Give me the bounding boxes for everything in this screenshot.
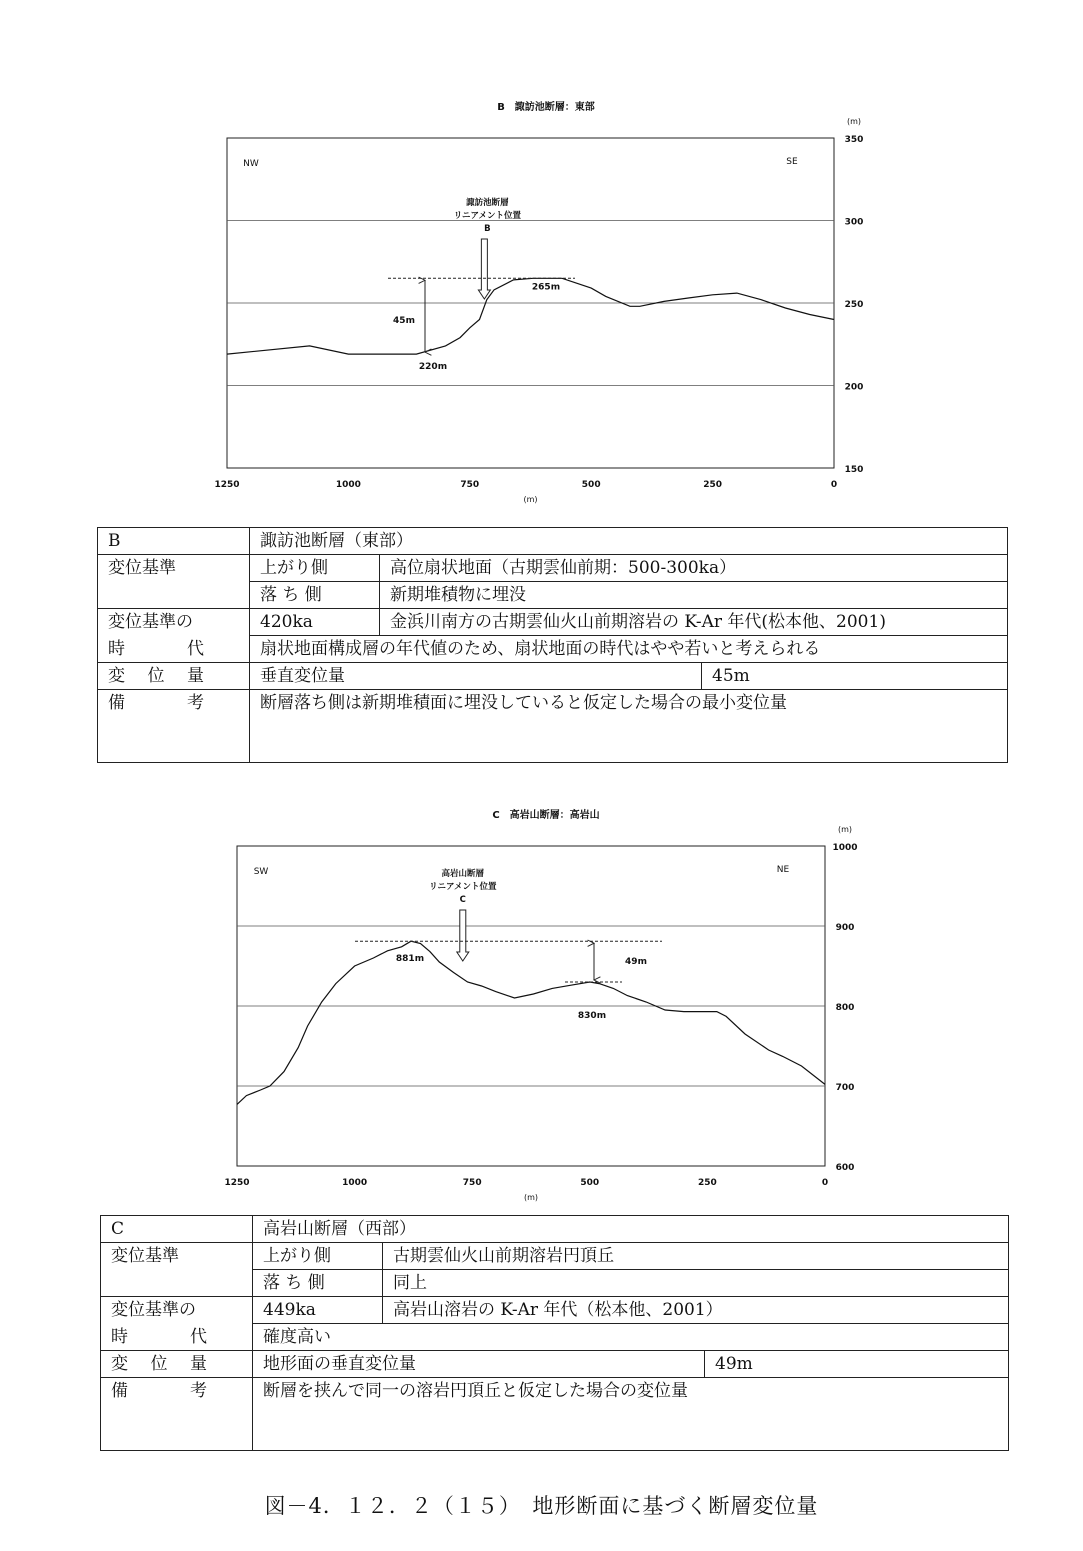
table-b-disp-label-text: 変 位 量 (108, 666, 204, 686)
table-c-age-source: 高岩山溶岩の K-Ar 年代（松本他、2001） (383, 1297, 1009, 1324)
chart-c-y-unit: (m) (837, 825, 853, 834)
figure-caption: 図－4．１２．２（１５） 地形断面に基づく断層変位量 (264, 1494, 819, 1518)
chart-c-fault-label: C (459, 895, 466, 905)
chart-c-svg (0, 800, 1083, 1210)
table-b-disp-value: 45m (702, 663, 1008, 690)
chart-b-direction-right: SE (786, 157, 798, 167)
chart-c-y-tick-label: 700 (835, 1083, 855, 1093)
chart-b-x-tick-label: 500 (581, 480, 601, 490)
table-c-age-label-1: 変位基準の (101, 1297, 253, 1324)
table-c-age-note: 確度高い (253, 1324, 1009, 1351)
chart-b-profile-line (227, 278, 834, 354)
chart-b-x-tick-label: 0 (830, 480, 838, 490)
table-c-remark-value: 断層を挟んで同一の溶岩円頂丘と仮定した場合の変位量 (253, 1378, 1009, 1451)
table-b-age-note: 扇状地面構成層の年代値のため、扇状地面の時代はやや若いと考えられる (250, 636, 1008, 663)
table-b-age-label-2-text: 時 代 (108, 638, 204, 659)
chart-c-profile-line (237, 941, 825, 1104)
table-c-remark-label (101, 1378, 253, 1451)
chart-c-x-tick-label: 1000 (342, 1178, 368, 1188)
table-b-name: 諏訪池断層（東部） (250, 528, 1008, 555)
table-c-remark-label-text: 備 考 (111, 1381, 207, 1401)
table-b-age-label-1: 変位基準の (98, 609, 250, 636)
chart-b-fault-label: リニアメント位置 (453, 211, 522, 221)
table-b-disp-type: 垂直変位量 (250, 663, 702, 690)
table-b-up-label: 上がり側 (250, 555, 380, 582)
chart-b-offset-label: 45m (393, 316, 415, 326)
chart-c-title: C 高岩山断層：高岩山 (492, 810, 600, 821)
chart-b-x-tick-label: 1250 (214, 480, 240, 490)
table-c-age-value: 449ka (253, 1297, 383, 1324)
chart-b-y-tick-label: 250 (844, 300, 864, 310)
chart-c-y-tick-label: 800 (835, 1003, 855, 1013)
chart-c-y-tick-label: 600 (835, 1163, 855, 1173)
table-c-down-value: 同上 (383, 1270, 1009, 1297)
chart-b-x-tick-label: 750 (460, 480, 480, 490)
table-c-disp-label-text: 変 位 量 (111, 1354, 207, 1374)
chart-b-x-tick-label: 250 (703, 480, 722, 490)
table-b (97, 527, 1008, 763)
table-c-disp-label (101, 1351, 253, 1378)
chart-c-lower-label: 830m (577, 1011, 607, 1021)
table-b-age-value: 420ka (250, 609, 380, 636)
chart-b-direction-left: NW (243, 159, 259, 169)
table-c (100, 1215, 1009, 1451)
table-c-disp-value: 49m (705, 1351, 1009, 1378)
table-c-name: 高岩山断層（西部） (253, 1216, 1009, 1243)
chart-c-x-tick-label: 500 (580, 1178, 600, 1188)
chart-c-fault-label: 高岩山断層 (441, 869, 485, 879)
table-c-age-label-2 (101, 1324, 253, 1351)
chart-b-y-tick-label: 350 (844, 135, 864, 145)
table-b-down-value: 新期堆積物に埋没 (380, 582, 1008, 609)
table-c-disp-type: 地形面の垂直変位量 (253, 1351, 705, 1378)
chart-b-x-unit: (m) (523, 495, 538, 504)
chart-c-x-tick-label: 750 (462, 1178, 482, 1188)
chart-c-y-tick-label: 900 (835, 923, 855, 933)
chart-b-y-unit: (m) (846, 117, 862, 126)
chart-b-title: B 諏訪池断層：東部 (497, 102, 595, 113)
table-b-remark-label (98, 690, 250, 763)
table-b-remark-value: 断層落ち側は新期堆積面に埋没していると仮定した場合の最小変位量 (250, 690, 1008, 763)
chart-b-y-tick-label: 150 (844, 465, 864, 475)
chart-c-y-tick-label: 1000 (832, 843, 858, 853)
table-c-down-label: 落 ち 側 (253, 1270, 383, 1297)
chart-c-x-tick-label: 0 (821, 1178, 829, 1188)
table-b-age-source: 金浜川南方の古期雲仙火山前期溶岩の K-Ar 年代(松本他、2001) (380, 609, 1008, 636)
table-c-age-label-2-text: 時 代 (111, 1326, 207, 1347)
table-b-age-label-2 (98, 636, 250, 663)
chart-b-fault-label: 諏訪池断層 (466, 198, 509, 208)
table-b-basis-label: 変位基準 (98, 555, 250, 609)
chart-b-y-tick-label: 300 (844, 217, 864, 228)
chart-b-fault-label: B (484, 224, 491, 234)
table-b-up-value: 高位扇状地面（古期雲仙前期：500-300ka） (380, 555, 1008, 582)
chart-b-lower-label: 220m (418, 362, 448, 373)
chart-c-fault-arrow (457, 910, 469, 961)
chart-c-x-unit: (m) (523, 1193, 539, 1202)
chart-b-x-tick-label: 1000 (335, 480, 361, 490)
chart-b-svg (0, 0, 1083, 515)
chart-b-fault-arrow (478, 239, 490, 299)
chart-c-offset-label: 49m (625, 957, 647, 967)
chart-c-direction-left: SW (253, 867, 269, 877)
table-c-up-value: 古期雲仙火山前期溶岩円頂丘 (383, 1243, 1009, 1270)
chart-c-x-tick-label: 1250 (224, 1178, 250, 1188)
table-b-down-label: 落 ち 側 (250, 582, 380, 609)
table-b-id: B (98, 528, 250, 555)
table-c-basis-label: 変位基準 (101, 1243, 253, 1297)
chart-c-direction-right: NE (776, 865, 790, 875)
table-c-up-label: 上がり側 (253, 1243, 383, 1270)
chart-c-upper-label: 881m (395, 954, 425, 965)
chart-b-upper-label: 265m (531, 282, 561, 293)
chart-c-fault-label: リニアメント位置 (429, 882, 497, 892)
chart-c (0, 800, 1083, 1210)
table-c-id: C (101, 1216, 253, 1243)
chart-b-y-tick-label: 200 (844, 382, 864, 393)
table-b-disp-label (98, 663, 250, 690)
chart-c-x-tick-label: 250 (698, 1178, 717, 1188)
chart-b (0, 0, 1083, 515)
table-b-remark-label-text: 備 考 (108, 693, 204, 713)
